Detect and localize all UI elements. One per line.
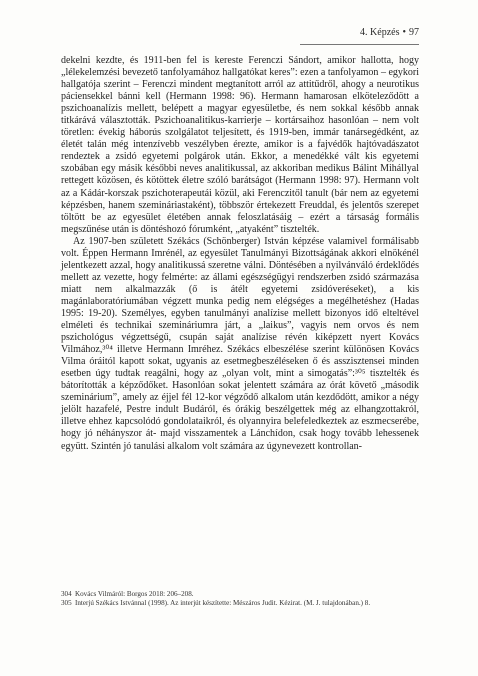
footnote bbox=[61, 599, 419, 608]
paragraph-1: dekelni kezdte, és 1911-ben fel is kereste Ferenczi Sándort, amikor hallotta, hogy „lélekelemzési bevezető tanfolyamához hallgatókat keres”: ezen a tanfolyamon – egykori hallgatója szerint – Ferenczi mindent megtanított arról az attitűdről, ahogy a neurotikus páciensekkel bánni kell (Hermann 1998: 96). Hermann hamarosan elköteleződött a pszichoanalízis mellett, belépett a magyar egyesületbe, és nem sokkal később annak titkárává választották. Pszichoanalitikus-karrierje – kortársaihoz hasonlóan – nem volt töretlen: évekig háborús szolgálatot teljesített, és 1919-ben, immár tanársegédként, az életét talán még intenzívebb veszélyben érezte, amikor is a fajvédők hajtóvadászatot rendeztek a zsidó egyetemi polgárok után. Ekkor, a menedékké vált kis egyetemi szobában egy másik későbbi neves analitikussal, az akkoriban medikus Bálint Mihállyal rettegett közösen, és kötöttek életre szóló barátságot (Hermann 1998: 97). Hermann volt az a Kádár-korszak pszichoterapeutái közül, aki Ferenczitől tanult (bár nem az egyetemi képzésben, hanem szemináriastaként), többször értekezett Freuddal, és jelentős szerepet töltött be az egyesület életében annak feloszlatásáig – ezért a társaság formális megszűnése után is döntéshozó fórumként, „atyaként” tisztelték. bbox=[61, 55, 419, 235]
chapter-title: 4. Képzés bbox=[360, 27, 400, 38]
running-head bbox=[360, 27, 419, 38]
footnote-number: 304 bbox=[61, 590, 72, 598]
footnote-number: 305 bbox=[61, 598, 72, 607]
footnotes bbox=[61, 590, 419, 607]
footnote-text: Kovács Vilmáról: Borgos 2018: 206–208. bbox=[75, 590, 194, 598]
body-text bbox=[61, 55, 419, 453]
page-number: 97 bbox=[409, 27, 419, 38]
footnote bbox=[61, 590, 419, 599]
header-rule bbox=[300, 44, 419, 45]
footnote-text: Interjú Székács Istvánnal (1998). Az interjút készítette: Mészáros Judit. Kézirat. (M. J. tulajdonában.) 8. bbox=[75, 598, 371, 607]
bullet-separator: • bbox=[402, 27, 406, 38]
paragraph-2: Az 1907-ben született Székács (Schönberger) István képzése valamivel formálisabb volt. Éppen Hermann Imrénél, az egyesület Tanulmányi Bizottságának akkori elnökénél jelentkezett azzal, hogy analitikussá szeretne válni. Döntésében a nyilvánváló érdeklődés mellett az vezette, hogy felmérte: az állami egészségügyi rendszerben zsidó származása miatt nem alkalmazzák (ő is átélt egyetemi zsidóveréseket), a kis magánlaboratóriumában végzett munka pedig nem elégséges a megélhetéshez (Hadas 1995: 19-20). Személyes, egyben tanulmányi analízise mellett bizonyos idő elteltével elméleti és technikai szemináriumra járt, a „laikus”, vagyis nem orvos és nem pszichológus végzettségű, csupán saját analízise révén kiképzett nyert Kovács Vilmához,³⁰⁴ illetve Hermann Imréhez. Székács elbeszélése szerint különösen Kovács Vilma óráitól kapott sokat, ugyanis az esetmegbeszéléseken ő és asszisztensei minden esetben úgy tudtak reagálni, hogy az „olyan volt, mint a simogatás”:³⁰⁵ tisztelték és bátorították a képződőket. Hasonlóan sokat jelentett számára az órát követő „második szeminárium”, amely az éjjel fél 12-kor végződő alkalom után kezdődött, amikor a négy jelölt hazafelé, Pestre indult Budáról, és órákig beszélgettek még az elhangzottakról, illetve ehhez kapcsolódó gondolataikról, és olyannyira belefeledkeztek az eszmecserébe, hogy jó néhányszor át- majd visszamentek a Lánchídon, csak hogy tovább lehessenek együtt. Szintén jó tanulási alkalom volt számára az úgynevezett kontrollan- bbox=[61, 235, 419, 452]
